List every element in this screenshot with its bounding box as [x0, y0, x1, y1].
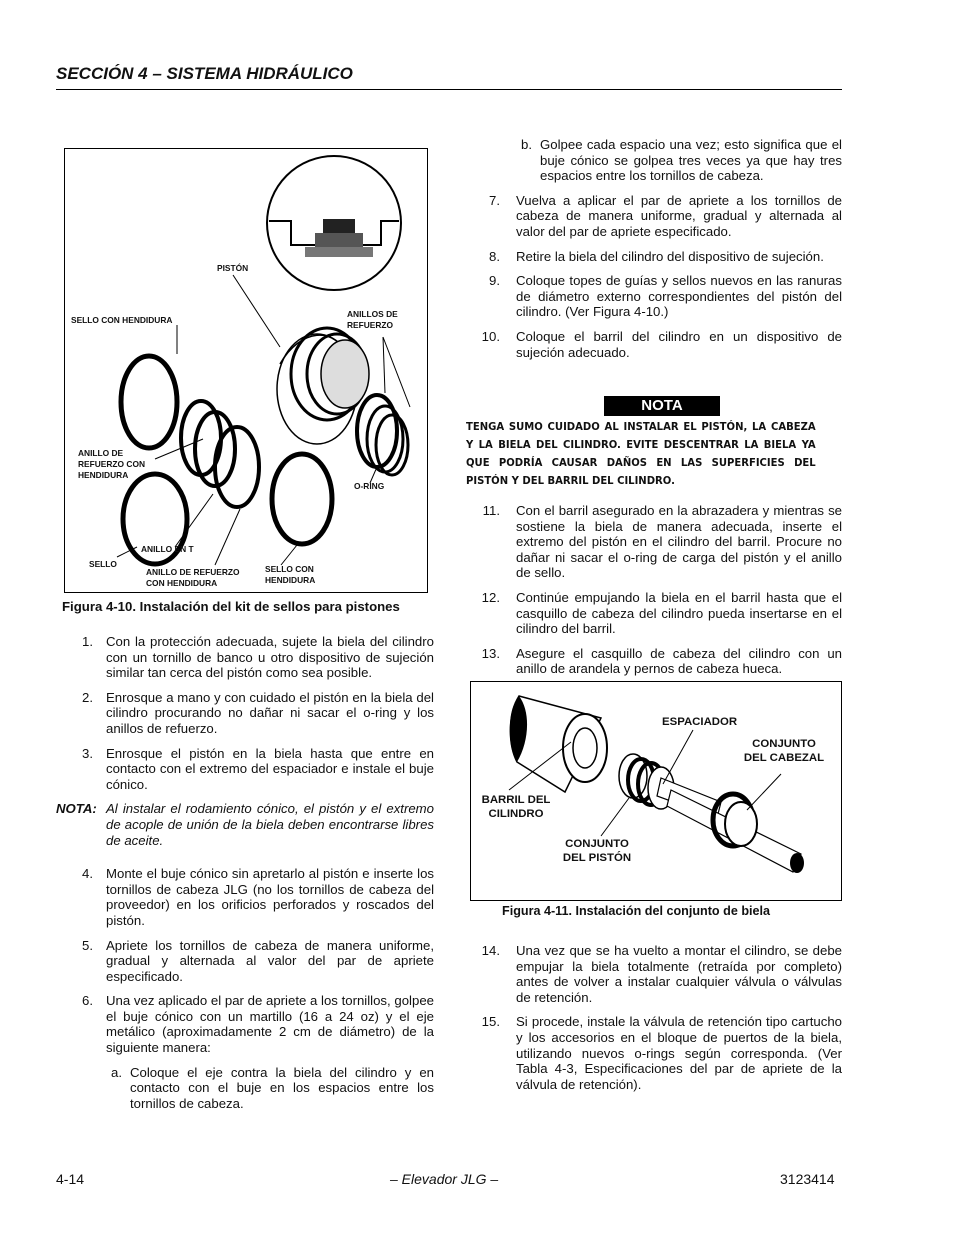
step-9: 9. Coloque topes de guías y sellos nuevos en las ranuras de diámetro externo correspondientes del pistón del cilindro. (Ver Figura 4-10.): [489, 273, 842, 320]
label-t-ring: ANILLO EN T: [141, 544, 194, 554]
footer-center: – Elevador JLG –: [390, 1171, 499, 1187]
step-11: 11. Con el barril asegurado en la abrazadera y mientras se sostiene la biela de manera adecuada, inserte el extremo del pistón en el cilindro del barril. Procure no dañar ni sacar el o-ring de carga del pistón y el anillo de sello.: [482, 503, 842, 581]
label-cylinder-barrel-line1: BARRIL DEL: [481, 794, 551, 806]
figure-4-10-caption: Figura 4-10. Instalación del kit de sellos para pistones: [62, 599, 400, 614]
label-split-seal-bottom-line2: HENDIDURA: [265, 574, 316, 585]
step-6a: a. Coloque el eje contra la biela del cilindro y en contacto con el buje en los espacios entre los tornillos de cabeza.: [111, 1064, 434, 1111]
label-backup-rings-line2: REFUERZO: [347, 319, 394, 330]
label-spacer: ESPACIADOR: [662, 716, 738, 728]
step-1: 1. Con la protección adecuada, sujete la biela del cilindro con un tornillo de banco u otro dispositivo de sujeción similar tan cerca del pistón como sea posible.: [82, 634, 434, 681]
rod-assembly-illustration: [471, 682, 841, 900]
figure-seal-kit: [64, 148, 428, 593]
label-split-backup-ring-bottom-line2: CON HENDIDURA: [146, 577, 218, 588]
step-5: 5. Apriete los tornillos de cabeza de manera uniforme, gradual y alternada al valor del par de apriete especificado.: [82, 937, 434, 984]
label-head-assembly-line2: DEL CABEZAL: [743, 752, 825, 765]
label-backup-rings-line1: ANILLOS DE: [347, 309, 398, 319]
label-oring: O-RING: [354, 481, 385, 491]
label-cylinder-barrel: [475, 793, 557, 822]
inline-note: NOTA: Al instalar el rodamiento cónico, el pistón y el extremo de acople de unión de la biela deben encontrarse libres de aceite.: [56, 801, 434, 848]
figure-rod-assembly: [470, 681, 842, 901]
label-piston-assembly-line1: CONJUNTO: [565, 838, 629, 850]
right-column-steps: [470, 137, 842, 369]
label-split-seal-bottom: [265, 564, 315, 586]
header-divider: [56, 89, 842, 90]
label-split-seal-top: SELLO CON HENDIDURA: [71, 315, 173, 325]
right-column-steps-3: [470, 943, 842, 1101]
step-8: 8. Retire la biela del cilindro del dispositivo de sujeción.: [489, 248, 824, 264]
label-split-backup-ring-bottom-line1: ANILLO DE REFUERZO: [146, 567, 240, 577]
seal-kit-illustration: [65, 149, 427, 592]
step-12: 12. Continúe empujando la biela en el barril hasta que el casquillo de cabeza del cilindro pueda insertarse en el cilindro del barril.: [481, 589, 842, 637]
step-7: 7. Vuelva a aplicar el par de apriete a los tornillos de cabeza de manera uniforme, gradual y alternada al valor del par de apriete especificado.: [489, 192, 842, 239]
label-seal: SELLO: [89, 559, 117, 569]
step-2: 2. Enrosque a mano y con cuidado el pistón en la biela del cilindro procurando no dañar ni sacar el o-ring y los anillos de refuerzo.: [82, 689, 434, 736]
label-split-backup-ring-line3: HENDIDURA: [78, 469, 129, 480]
step-13: 13. Asegure el casquillo de cabeza del cilindro con un anillo de arandela y pernos de cabeza hueca.: [481, 645, 842, 677]
document-number: 3123414: [780, 1171, 835, 1187]
step-10: 10. Coloque el barril del cilindro en un dispositivo de sujeción adecuado.: [481, 328, 842, 360]
label-head-assembly-line1: CONJUNTO: [752, 738, 816, 750]
label-piston-assembly: [555, 837, 639, 866]
right-column-steps-2: [470, 503, 842, 686]
label-cylinder-barrel-line2: CILINDRO: [488, 808, 544, 821]
step-14: 14. Una vez que se ha vuelto a montar el cilindro, se debe empujar la biela totalmente (retraída por completo) antes de volver a instalar cualquier válvula o válvulas de retención.: [481, 943, 842, 1005]
note-banner: NOTA: [604, 396, 720, 416]
section-title: SECCIÓN 4 – SISTEMA HIDRÁULICO: [56, 64, 353, 83]
label-split-backup-ring-line1: ANILLO DE: [78, 448, 124, 458]
label-head-assembly: [739, 737, 829, 766]
step-3: 3. Enrosque el pistón en la biela hasta que entre en contacto con el extremo del espaciador e instale el buje cónico.: [82, 745, 434, 792]
left-column-steps: [56, 634, 434, 1120]
figure-4-11-caption: Figura 4-11. Instalación del conjunto de biela: [502, 904, 771, 918]
label-split-backup-ring-line2: REFUERZO CON: [78, 458, 145, 469]
step-4: 4. Monte el buje cónico sin apretarlo al pistón e inserte los tornillos de cabeza JLG (no los tornillos de cabeza del proveedor) en los orificios perforados y roscados del pistón.: [82, 866, 434, 928]
step-6b: b. Golpee cada espacio una vez; esto significa que el buje cónico se golpea tres veces ya que hay tres espacios entre los tornillos de cabeza.: [521, 137, 842, 184]
label-backup-rings: [347, 309, 398, 331]
step-15: 15. Si procede, instale la válvula de retención tipo cartucho y los accesorios en el bloque de puertos de la biela, utilizando nuevos o-rings según corresponda. (Ver Tabla 4-3, Especificaciones del par de apriete de la válvula de retención).: [481, 1014, 842, 1092]
warning-text: TENGA SUMO CUIDADO AL INSTALAR EL PISTÓN, LA CABEZA Y LA BIELA DEL CILINDRO. EVITE DESCENTRAR LA BIELA YA QUE PODRÍA CAUSAR DAÑOS EN LAS SUPERFICIES DEL PISTÓN Y DEL BARRIL DEL CILINDRO.: [466, 420, 816, 487]
label-piston: PISTÓN: [217, 263, 249, 273]
label-piston-assembly-line2: DEL PISTÓN: [562, 852, 632, 865]
label-split-backup-ring-bottom: [146, 567, 240, 589]
label-split-seal-bottom-line1: SELLO CON: [265, 564, 314, 574]
label-split-backup-ring: [78, 448, 145, 480]
page-number: 4-14: [56, 1171, 85, 1187]
step-6: 6. Una vez aplicado el par de apriete a los tornillos, golpee el buje cónico con un martillo (16 a 24 oz) y el eje metálico (aproximadamente 2 cm de diámetro) de la siguiente manera:: [82, 993, 434, 1056]
